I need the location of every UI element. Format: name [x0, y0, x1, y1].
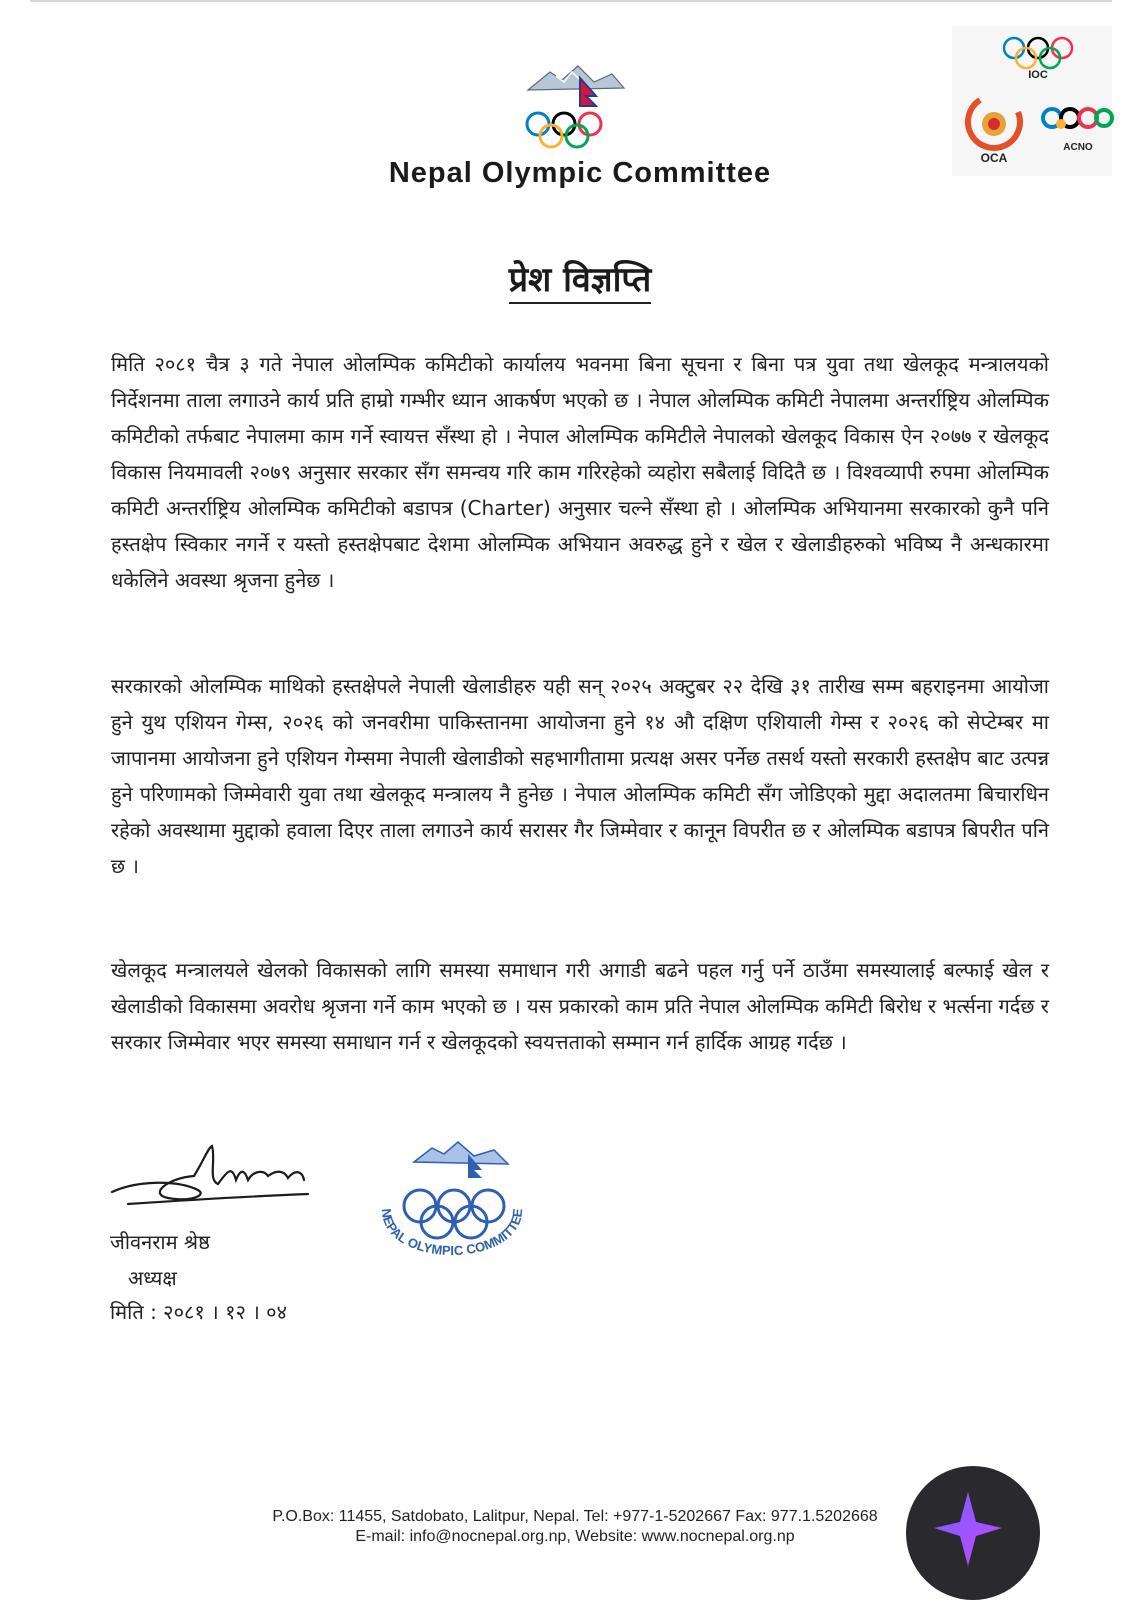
acno-label: ACNO: [1063, 142, 1093, 153]
footer-contact: E-mail: info@nocnepal.org.np, Website: www.nocnepal.org.np: [355, 1528, 795, 1545]
sparkle-icon: [906, 1466, 1040, 1600]
official-stamp: [362, 1140, 542, 1290]
document-title-text: प्रेश विज्ञप्ति: [509, 260, 651, 304]
signatory-name: जीवनराम श्रेष्ठ: [110, 1230, 210, 1254]
stamp-text: NEPAL OLYMPIC COMMITTEE: [378, 1207, 526, 1259]
page-top-border: [30, 0, 1112, 2]
paragraph-2: सरकारको ओलम्पिक माथिको हस्तक्षेपले नेपाली खेलाडीहरु यही सन् २०२५ अक्टुबर २२ देखि ३१ तारीख सम्म बहराइनमा आयोजा हुने युथ एशियन गेम्स, २०२६ को जनवरीमा पाकिस्तानमा आयोजना हुने १४ औ दक्षिण एशियाली गेम्स र २०२६ को सेप्टेम्बर मा जापानमा आयोजना हुने एशियन गेम्समा नेपाली खेलाडीको सहभागीतामा प्रत्यक्ष असर पर्नेछ तसर्थ यस्तो सरकारी हस्तक्षेप बाट उत्पन्न हुने परिणामको जिम्मेवारी युवा तथा खेलकूद मन्त्रालय नै हुनेछ । नेपाल ओलम्पिक कमिटी सँग जोडिएको मुद्दा अदालतमा बिचारधिन रहेको अवस्थामा मुद्दाको हवाला दिएर ताला लगाउने कार्य सरासर गैर जिम्मेवार र कानून विपरीत छ र ओलम्पिक बडापत्र बिपरीत पनि छ ।: [111, 674, 1049, 878]
footer-address: P.O.Box: 11455, Satdobato, Lalitpur, Nepal. Tel: +977-1-5202667 Fax: 977.1.5202668: [272, 1508, 878, 1525]
signature-date: मिति : २०८१ । १२ । ०४: [110, 1300, 287, 1324]
ioc-olympic-rings-logo: [1000, 34, 1080, 80]
paragraph-3: खेलकूद मन्त्रालयले खेलको विकासको लागि समस्या समाधान गरी अगाडी बढने पहल गर्नु पर्ने ठाउँमा समस्यालाई बल्फाई खेल र खेलाडीको विकासमा अवरोध श्रृजना गर्ने काम भएको छ । यस प्रकारको काम प्रति नेपाल ओलम्पिक कमिटी बिरोध र भर्त्सना गर्दछ र सरकार जिम्मेवार भएर समस्या समाधान गर्न र खेलकूदको स्वयत्तताको सम्मान गर्न हार्दिक आग्रह गर्दछ ।: [111, 958, 1049, 1054]
signatory-title: अध्यक्ष: [128, 1266, 177, 1290]
noc-emblem-logo: [520, 60, 630, 150]
document-title: [300, 255, 860, 301]
ioc-label: IOC: [1028, 69, 1048, 80]
assistant-fab-button[interactable]: [906, 1466, 1040, 1600]
organization-name: Nepal Olympic Committee: [388, 157, 772, 189]
acno-logo: [1040, 106, 1114, 156]
paragraph-1: मिति २०८१ चैत्र ३ गते नेपाल ओलम्पिक कमिटीको कार्यालय भवनमा बिना सूचना र बिना पत्र युवा तथा खेलकूद मन्त्रालयको निर्देशनमा ताला लगाउने कार्य प्रति हाम्रो गम्भीर ध्यान आकर्षण भएको छ । नेपाल ओलम्पिक कमिटी नेपालमा अन्तर्राष्ट्रिय ओलम्पिक कमिटीको तर्फबाट नेपालमा काम गर्ने स्वायत्त सँस्था हो । नेपाल ओलम्पिक कमिटीले नेपालको खेलकूद विकास ऐन २०७७ र खेलकूद विकास नियमावली २०७९ अनुसार सरकार सँग समन्वय गरि काम गरिरहेको व्यहोरा सबैलाई विदितै छ । विश्वव्यापी रुपमा ओलम्पिक कमिटी अन्तर्राष्ट्रिय ओलम्पिक कमिटीको बडापत्र (Charter) अनुसार चल्ने सँस्था हो । ओलम्पिक अभियानमा सरकारको कुनै पनि हस्तक्षेप स्विकार नगर्ने र यस्तो हस्तक्षेपबाट देशमा ओलम्पिक अभियान अवरुद्ध हुने र खेल र खेलाडीहरुको भविष्य नै अन्धकारमा धकेलिने अवस्था श्रृजना हुनेछ ।: [111, 352, 1049, 592]
oca-logo: [960, 88, 1030, 168]
handwritten-signature: [108, 1140, 318, 1210]
oca-label: OCA: [980, 151, 1008, 165]
